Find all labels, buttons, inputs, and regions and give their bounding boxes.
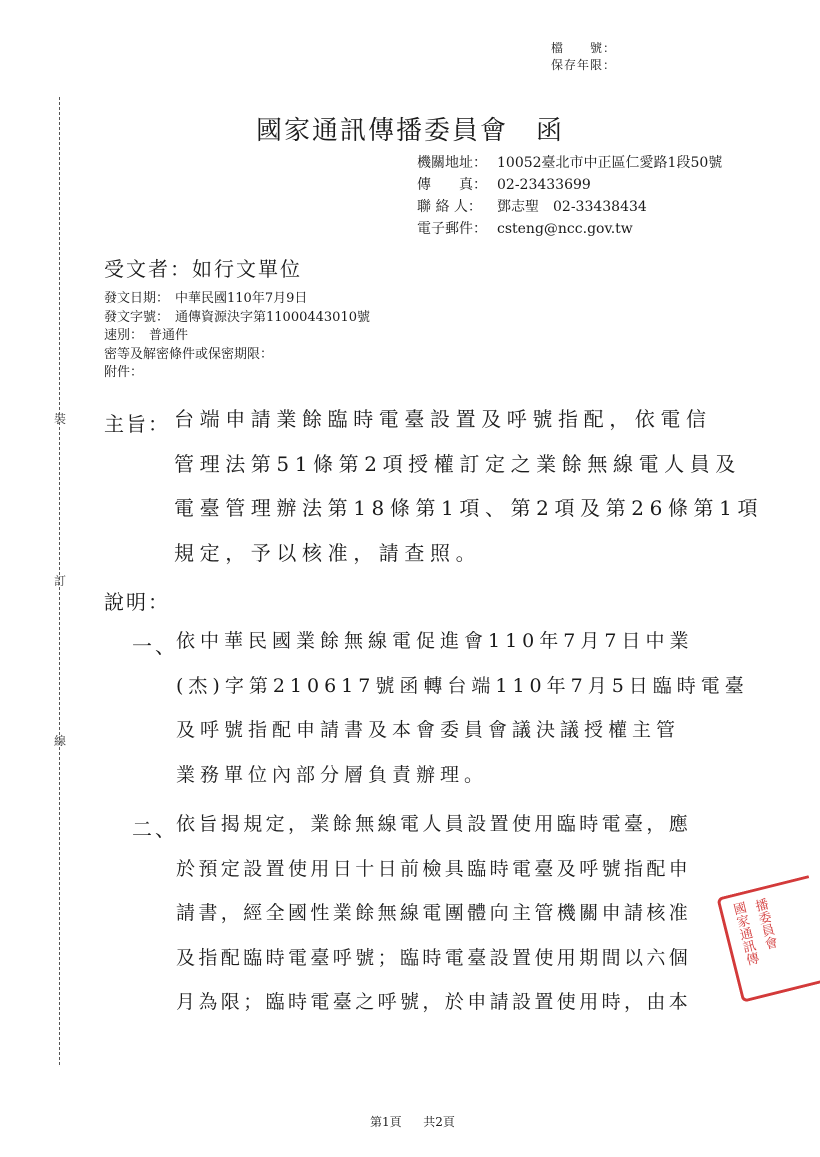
item-line: 及呼號指配申請書及本會委員會議決議授權主管 xyxy=(176,719,681,741)
item-line: 於預定設置使用日十日前檢具臨時電臺及呼號指配申 xyxy=(176,857,692,880)
meta-secrecy-row xyxy=(104,346,370,365)
subject-line: 規定，予以核准，請查照。 xyxy=(174,540,482,565)
sender-info xyxy=(417,152,722,240)
contact-label: 聯 絡 人： xyxy=(417,199,482,215)
meta-speed-value: 普通件 xyxy=(149,328,189,343)
meta-date-value: 中華民國110年7月9日 xyxy=(175,291,308,306)
meta-docno-label: 發文字號： xyxy=(104,309,170,325)
address-label: 機關地址： xyxy=(417,155,487,171)
page-total: 共2頁 xyxy=(423,1115,455,1129)
meta-speed-label: 速別： xyxy=(104,328,144,343)
item-line: 業務單位內部分層負責辦理。 xyxy=(176,763,489,786)
official-seal xyxy=(716,875,820,1003)
item-line: 請書，經全國性業餘無線電團體向主管機關申請核准 xyxy=(176,902,692,924)
email-label: 電子郵件： xyxy=(417,221,487,237)
meta-attachment-row xyxy=(104,364,370,383)
meta-date-label: 發文日期： xyxy=(104,291,170,306)
sender-address-row xyxy=(417,152,722,174)
email-value: csteng@ncc.gov.tw xyxy=(497,221,633,237)
item-text xyxy=(176,802,691,1025)
meta-docno-row xyxy=(104,309,370,328)
subject-line: 電臺管理辦法第18條第1項、第2項及第26條第1項 xyxy=(174,496,764,521)
item-line: 月為限；臨時電臺之呼號，於申請設置使用時，由本 xyxy=(176,991,692,1013)
item-line: 及指配臨時電臺呼號；臨時電臺設置使用期間以六個 xyxy=(176,946,692,969)
dispatch-meta xyxy=(104,290,370,383)
file-number-label: 檔 號： xyxy=(551,41,617,55)
sender-email-row xyxy=(417,218,722,240)
recipient: 受文者：如行文單位 xyxy=(104,257,302,281)
binding-mark-zhuang: 裝 xyxy=(54,412,67,426)
item-number: 二、 xyxy=(132,817,178,841)
meta-attachment-label: 附件： xyxy=(104,365,144,380)
meta-docno-value: 通傳資源決字第11000443010號 xyxy=(175,309,370,325)
subject-text xyxy=(174,397,763,575)
meta-secrecy-label: 密等及解密條件或保密期限： xyxy=(104,346,274,362)
seal-text-line: 國家通訊傳 xyxy=(729,900,760,968)
meta-speed-row xyxy=(104,327,370,346)
meta-date-row xyxy=(104,290,370,309)
explanation-label: 說明： xyxy=(104,590,170,614)
fax-label: 傳 真： xyxy=(417,177,487,193)
sender-fax-row xyxy=(417,174,722,196)
item-text xyxy=(176,619,749,797)
sender-contact-row xyxy=(417,196,722,218)
subject-line: 管理法第51條第2項授權訂定之業餘無線電人員及 xyxy=(174,451,741,476)
fax-value: 02-23433699 xyxy=(497,177,591,193)
subject-line: 台端申請業餘臨時電臺設置及呼號指配，依電信 xyxy=(174,407,712,431)
contact-value: 鄧志聖 02-33438434 xyxy=(497,199,647,215)
item-number: 一、 xyxy=(132,634,178,658)
address-value: 10052臺北市中正區仁愛路1段50號 xyxy=(497,155,723,171)
page-footer xyxy=(370,1113,455,1130)
item-line: 依中華民國業餘無線電促進會110年7月7日中業 xyxy=(176,630,694,652)
page-number: 第1頁 xyxy=(370,1115,402,1129)
item-line: 依旨揭規定，業餘無線電人員設置使用臨時電臺，應 xyxy=(176,813,692,835)
subject-label: 主旨： xyxy=(104,412,170,436)
item-line: (杰)字第210617號函轉台端110年7月5日臨時電臺 xyxy=(176,674,749,697)
document-title: 國家通訊傳播委員會 函 xyxy=(256,116,565,146)
retention-period-label: 保存年限： xyxy=(551,58,617,72)
binding-mark-xian: 線 xyxy=(54,734,67,748)
seal-text-line: 播委員會 xyxy=(751,897,779,952)
binding-mark-ding: 訂 xyxy=(54,574,67,588)
